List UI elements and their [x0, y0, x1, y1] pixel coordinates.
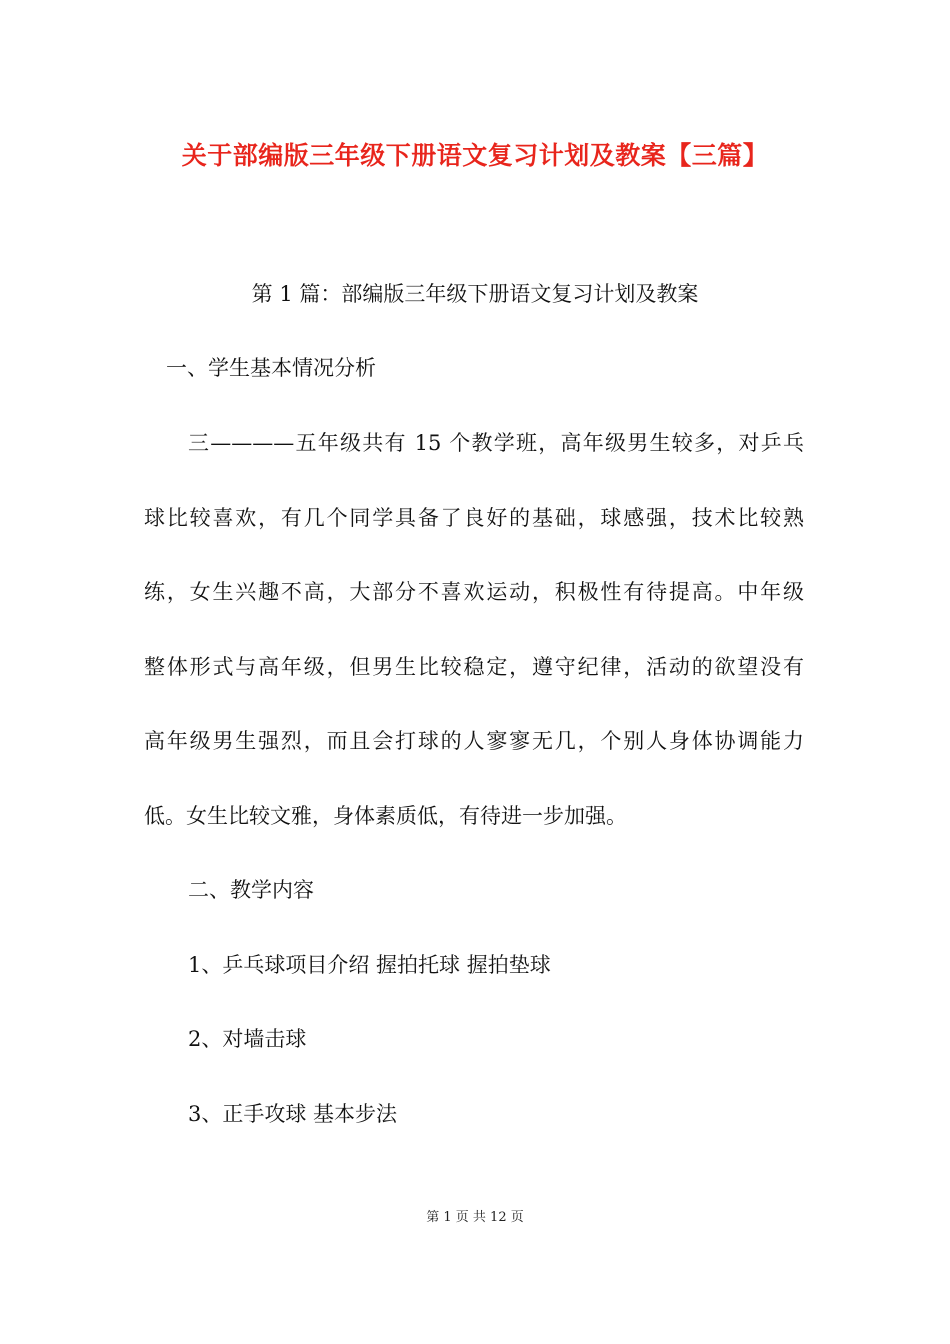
content-item: 3、正手攻球 基本步法	[188, 1102, 398, 1126]
subheading-teaching-content: 二、教学内容	[188, 878, 314, 902]
content-item: 2、对墙击球	[188, 1027, 307, 1051]
student-analysis-paragraph	[144, 428, 804, 875]
content-item: 1、乒乓球项目介绍 握拍托球 握拍垫球	[188, 953, 551, 977]
paragraph-line: 三————五年级共有 15 个教学班，高年级男生较多，对乒乓	[188, 431, 804, 455]
subheading-student-analysis: 一、学生基本情况分析	[166, 356, 376, 380]
paragraph-line: 高年级男生强烈，而且会打球的人寥寥无几，个别人身体协调能力	[144, 729, 804, 753]
document-title: 关于部编版三年级下册语文复习计划及教案【三篇】	[181, 141, 769, 170]
paragraph-line: 低。女生比较文雅，身体素质低，有待进一步加强。	[144, 803, 627, 828]
paragraph-line: 球比较喜欢，有几个同学具备了良好的基础，球感强，技术比较熟	[144, 505, 804, 530]
page-footer: 第 1 页 共 12 页	[426, 1210, 524, 1225]
paragraph-line: 整体形式与高年级，但男生比较稳定，遵守纪律，活动的欲望没有	[144, 654, 804, 679]
section-heading: 第 1 篇：部编版三年级下册语文复习计划及教案	[251, 282, 699, 306]
paragraph-line: 练，女生兴趣不高，大部分不喜欢运动，积极性有待提高。中年级	[144, 580, 804, 604]
